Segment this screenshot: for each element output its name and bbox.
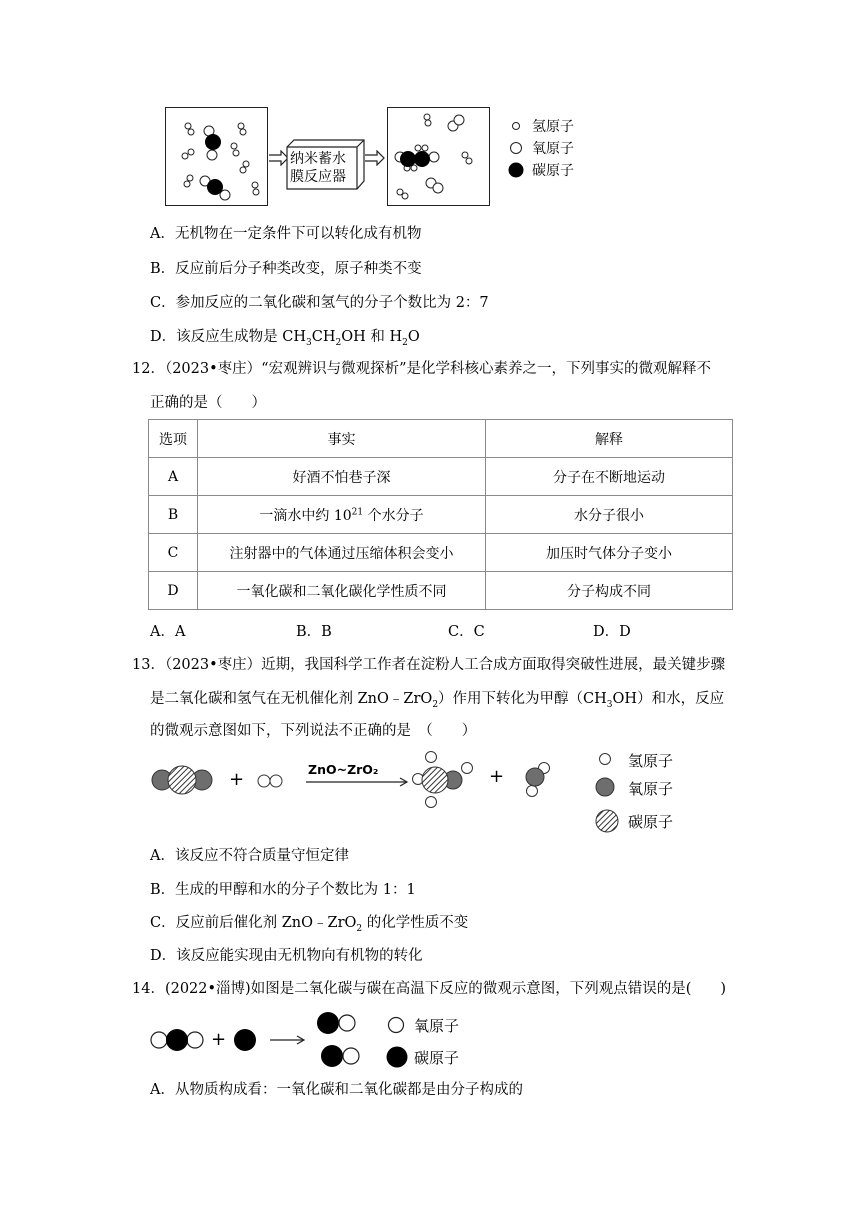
q12-stem-line1: 12．（2023•枣庄）“宏观辨识与微观探析”是化学科核心素养之一，下列事实的微观解释不 xyxy=(132,361,711,377)
cell-option: B xyxy=(149,496,198,534)
table-row xyxy=(149,496,733,534)
table-header-row xyxy=(149,420,733,458)
oxygen-atom-icon xyxy=(386,1015,406,1035)
legend-label: 氧原子 xyxy=(532,141,574,157)
legend-label: 氢原子 xyxy=(532,119,574,135)
oxygen-atom xyxy=(151,1032,167,1048)
products-box xyxy=(387,107,490,206)
q14-stem-line1: 14．(2022•淄博)如图是二氧化碳与碳在高温下反应的微观示意图，下列观点错误的是( ) xyxy=(132,981,727,997)
q11-option-a: A．无机物在一定条件下可以转化成有机物 xyxy=(150,226,422,242)
q12-stem-line2: 正确的是（ ） xyxy=(150,395,266,411)
q13-option-b: B．生成的甲醇和水的分子个数比为 1：1 xyxy=(150,882,416,898)
q12-answer-a: A．A xyxy=(150,624,186,640)
cell-explanation: 分子在不断地运动 xyxy=(486,458,733,496)
reactants-molecules xyxy=(166,108,266,204)
q11-option-d: D．该反应生成物是 $CH_3CH_2OH$ 和 $H_2O$ xyxy=(150,329,420,348)
q13-option-d: D．该反应能实现由无机物向有机物的转化 xyxy=(150,948,423,964)
cell-explanation: 加压时气体分子变小 xyxy=(486,534,733,572)
q13-plus-1: + xyxy=(229,769,245,790)
legend-item xyxy=(386,1044,459,1070)
q12-answer-c: C．C xyxy=(448,624,485,640)
table-row xyxy=(149,572,733,610)
table-row xyxy=(149,534,733,572)
carbon-atom xyxy=(321,1045,343,1067)
legend-label: 氧原子 xyxy=(628,780,674,798)
hydrogen-atom xyxy=(527,786,538,797)
legend-item xyxy=(508,137,574,159)
reactor-label-line1: 纳米蓄水 xyxy=(290,151,346,167)
hydrogen-atom-icon xyxy=(508,118,524,134)
legend-label: 氧原子 xyxy=(414,1016,460,1035)
cell-option: D xyxy=(149,572,198,610)
q13-stem-line1: 13．（2023•枣庄）近期，我国科学工作者在淀粉人工合成方面取得突破性进展，最关键步骤 xyxy=(132,657,726,673)
carbon-atom-icon xyxy=(596,810,618,832)
legend-label: 碳原子 xyxy=(532,163,574,179)
q13-stem-line3: 的微观示意图如下，下列说法不正确的是 （ ） xyxy=(150,723,477,739)
facts-table xyxy=(148,419,733,610)
q12-answer-d: D．D xyxy=(593,624,631,640)
cell-explanation: 分子构成不同 xyxy=(486,572,733,610)
reactor-block xyxy=(286,139,364,189)
header-fact: 事实 xyxy=(198,420,486,458)
catalyst-label: ZnO~ZrO₂ xyxy=(308,762,379,777)
carbon-atom-icon xyxy=(386,1046,408,1068)
legend-label: 碳原子 xyxy=(414,1048,460,1067)
q13-option-a: A．该反应不符合质量守恒定律 xyxy=(150,848,349,864)
products-molecules xyxy=(388,108,488,204)
legend-item xyxy=(508,115,574,137)
oxygen-atom xyxy=(339,1015,355,1031)
oxygen-atom xyxy=(526,768,544,786)
legend-item xyxy=(386,1012,459,1038)
reactor-label-line2: 膜反应器 xyxy=(290,169,346,185)
legend-q14 xyxy=(386,1012,459,1070)
arrow-right-icon xyxy=(365,150,385,166)
q14-plus: + xyxy=(211,1029,227,1050)
q13-reaction-diagram xyxy=(148,745,708,835)
hydrogen-atom xyxy=(462,763,473,774)
cell-explanation: 水分子很小 xyxy=(486,496,733,534)
cell-fact: 一滴水中约 $10^{21}$ 个水分子 xyxy=(198,496,486,534)
q13-plus-2: + xyxy=(489,766,505,787)
hydrogen-atom xyxy=(426,752,437,763)
legend-label: 氢原子 xyxy=(628,752,674,770)
hydrogen-atom xyxy=(270,775,282,787)
q14-reaction-diagram xyxy=(148,1008,408,1070)
cell-fact: 一氧化碳和二氧化碳化学性质不同 xyxy=(198,572,486,610)
carbon-atom xyxy=(168,766,196,794)
header-explanation: 解释 xyxy=(486,420,733,458)
q11-option-b: B．反应前后分子种类改变，原子种类不变 xyxy=(150,261,422,277)
oxygen-atom-icon xyxy=(508,140,524,156)
table-row xyxy=(149,458,733,496)
q14-option-a: A．从物质构成看：一氧化碳和二氧化碳都是由分子构成的 xyxy=(150,1082,523,1098)
legend-label: 碳原子 xyxy=(628,813,674,831)
q11-option-c: C．参加反应的二氧化碳和氢气的分子个数比为 2：7 xyxy=(150,295,489,311)
header-option: 选项 xyxy=(149,420,198,458)
cell-fact: 注射器中的气体通过压缩体积会变小 xyxy=(198,534,486,572)
oxygen-atom xyxy=(187,1032,203,1048)
hydrogen-atom-icon xyxy=(600,754,611,765)
oxygen-atom xyxy=(343,1048,359,1064)
hydrogen-atom xyxy=(426,797,437,808)
legend-q11 xyxy=(508,115,574,181)
carbon-atom xyxy=(234,1029,256,1051)
q12-answer-b: B．B xyxy=(296,624,332,640)
cell-option: C xyxy=(149,534,198,572)
carbon-atom-icon xyxy=(508,162,524,178)
carbon-atom xyxy=(422,767,448,793)
q13-stem-line2: 是二氧化碳和氢气在无机催化剂 ZnO﹣ZrO$_2$）作用下转化为甲醇$(CH_3OH)$和水，反应 xyxy=(150,691,725,710)
oxygen-atom-icon xyxy=(596,778,614,796)
q13-option-c: C．反应前后催化剂 ZnO﹣ZrO$_2$ 的化学性质不变 xyxy=(150,915,469,934)
hydrogen-atom xyxy=(258,775,270,787)
carbon-atom xyxy=(317,1012,339,1034)
cell-option: A xyxy=(149,458,198,496)
cell-fact: 好酒不怕巷子深 xyxy=(198,458,486,496)
carbon-atom xyxy=(166,1029,188,1051)
reactants-box xyxy=(165,107,268,206)
legend-item xyxy=(508,159,574,181)
